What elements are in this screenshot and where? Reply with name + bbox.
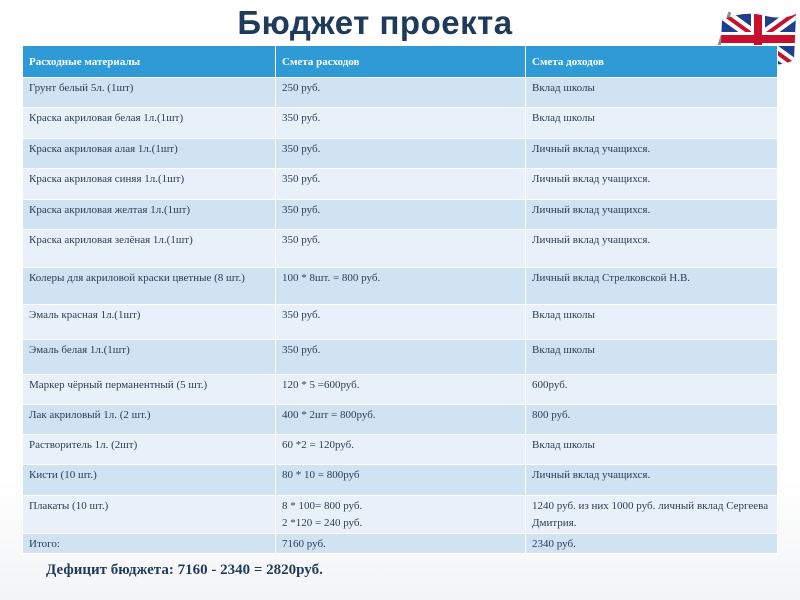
budget-deficit: Дефицит бюджета: 7160 - 2340 = 2820руб. (46, 562, 323, 578)
cell-material: Кисти (10 шт.) (23, 465, 276, 496)
table-row (23, 435, 778, 465)
cell-material: Краска акриловая желтая 1л.(1шт) (23, 200, 276, 230)
cell-income: 800 руб. (526, 405, 778, 435)
cell-material: Грунт белый 5л. (1шт) (23, 78, 276, 108)
cell-material: Колеры для акриловой краски цветные (8 шт.) (23, 268, 276, 305)
cell-income: Вклад школы (526, 305, 778, 340)
cell-material: Краска акриловая белая 1л.(1шт) (23, 108, 276, 139)
cell-income: Личный вклад учащихся. (526, 169, 778, 200)
table-row (23, 496, 778, 534)
cell-expense: 350 руб. (276, 305, 526, 340)
cell-expense: 350 руб. (276, 139, 526, 169)
column-header-materials: Расходные материалы (23, 46, 276, 78)
table-row (23, 78, 778, 108)
cell-expense: 350 руб. (276, 200, 526, 230)
cell-material: Эмаль красная 1л.(1шт) (23, 305, 276, 340)
cell-material: Краска акриловая зелёная 1л.(1шт) (23, 230, 276, 268)
cell-income: Вклад школы (526, 108, 778, 139)
cell-expense: 350 руб. (276, 108, 526, 139)
cell-total-expense: 7160 руб. (276, 534, 526, 554)
table-header-row (23, 46, 778, 78)
table-row (23, 305, 778, 340)
cell-income: Личный вклад учащихся. (526, 230, 778, 268)
table-row-total (23, 534, 778, 554)
cell-material: Растворитель 1л. (2шт) (23, 435, 276, 465)
cell-total-income: 2340 руб. (526, 534, 778, 554)
table-row (23, 405, 778, 435)
table-row (23, 139, 778, 169)
cell-income: Личный вклад учащихся. (526, 465, 778, 496)
cell-income: Вклад школы (526, 340, 778, 375)
cell-expense: 80 * 10 = 800руб (276, 465, 526, 496)
cell-total-label: Итого: (23, 534, 276, 554)
cell-income: Личный вклад учащихся. (526, 200, 778, 230)
table-row (23, 465, 778, 496)
table-row (23, 340, 778, 375)
cell-expense: 350 руб. (276, 169, 526, 200)
cell-material: Маркер чёрный перманентный (5 шт.) (23, 375, 276, 405)
column-header-income: Смета доходов (526, 46, 778, 78)
page-title: Бюджет проекта (237, 4, 513, 41)
cell-material: Краска акриловая синяя 1л.(1шт) (23, 169, 276, 200)
table-row (23, 268, 778, 305)
column-header-expenses: Смета расходов (276, 46, 526, 78)
cell-expense: 100 * 8шт. = 800 руб. (276, 268, 526, 305)
cell-income: Вклад школы (526, 435, 778, 465)
table-row (23, 108, 778, 139)
cell-material: Лак акриловый 1л. (2 шт.) (23, 405, 276, 435)
cell-expense: 120 * 5 =600руб. (276, 375, 526, 405)
cell-expense: 250 руб. (276, 78, 526, 108)
budget-table (22, 45, 778, 554)
cell-material: Эмаль белая 1л.(1шт) (23, 340, 276, 375)
cell-material: Краска акриловая алая 1л.(1шт) (23, 139, 276, 169)
table-row (23, 375, 778, 405)
cell-expense: 350 руб. (276, 340, 526, 375)
cell-material: Плакаты (10 шт.) (23, 496, 276, 534)
cell-expense: 8 * 100= 800 руб. 2 *120 = 240 руб. (276, 496, 526, 534)
table-row (23, 230, 778, 268)
cell-income: Вклад школы (526, 78, 778, 108)
cell-expense: 400 * 2шт = 800руб. (276, 405, 526, 435)
cell-income: Личный вклад учащихся. (526, 139, 778, 169)
cell-income: Личный вклад Стрелковской Н.В. (526, 268, 778, 305)
table-row (23, 200, 778, 230)
cell-income: 600руб. (526, 375, 778, 405)
cell-income: 1240 руб. из них 1000 руб. личный вклад Сергеева Дмитрия. (526, 496, 778, 534)
table-row (23, 169, 778, 200)
cell-expense: 60 *2 = 120руб. (276, 435, 526, 465)
cell-expense: 350 руб. (276, 230, 526, 268)
